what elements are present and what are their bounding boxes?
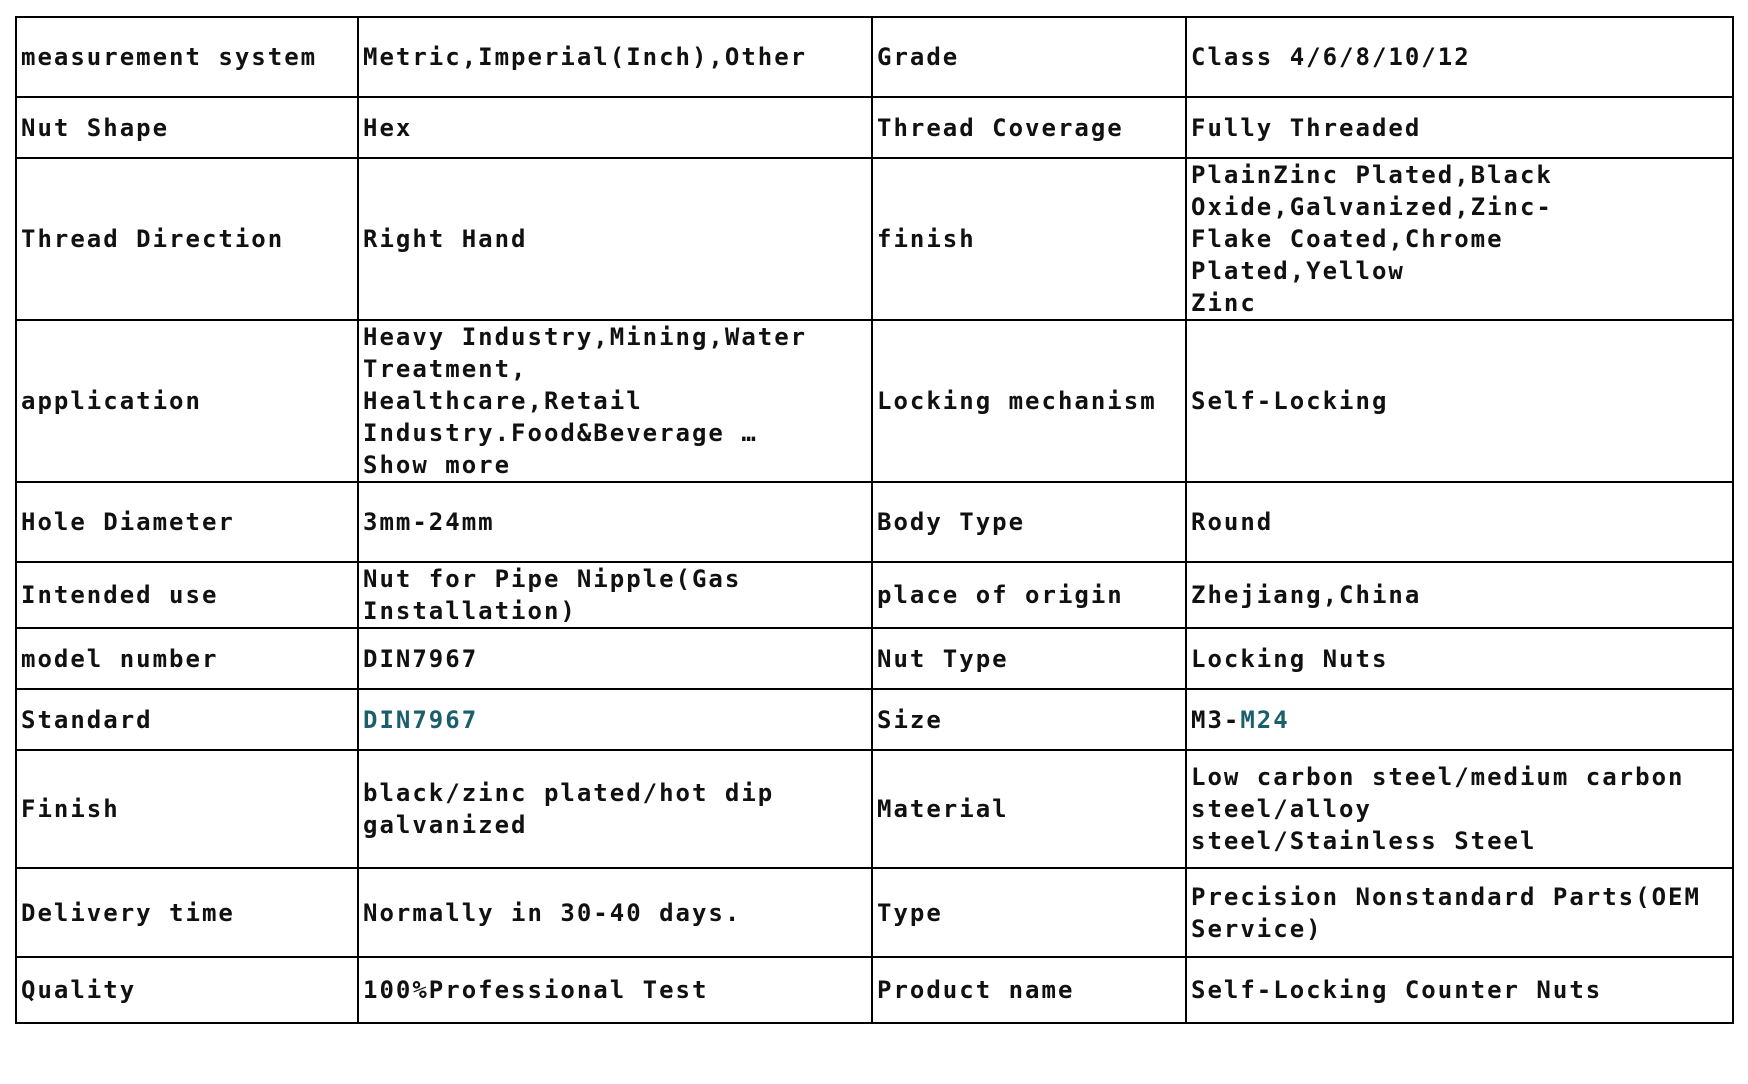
value-line: steel/Stainless Steel — [1191, 827, 1537, 855]
spec-value: Metric,Imperial(Inch),Other — [358, 17, 872, 97]
value-line: steel/alloy — [1191, 795, 1372, 823]
spec-label: Grade — [872, 17, 1186, 97]
spec-label: Thread Direction — [16, 158, 358, 320]
table-row — [16, 689, 1733, 750]
spec-label: Standard — [16, 689, 358, 750]
table-row — [16, 868, 1733, 957]
spec-label: Nut Type — [872, 628, 1186, 689]
value-line: PlainZinc Plated,Black — [1191, 161, 1553, 189]
spec-label: finish — [872, 158, 1186, 320]
spec-value: Normally in 30-40 days. — [358, 868, 872, 957]
spec-table — [15, 16, 1734, 1024]
value-line: Flake Coated,Chrome Plated,Yellow — [1191, 225, 1504, 285]
spec-label: Thread Coverage — [872, 97, 1186, 158]
spec-value — [1186, 750, 1733, 868]
table-row — [16, 482, 1733, 562]
spec-value — [358, 320, 872, 482]
spec-value — [1186, 689, 1733, 750]
spec-value: DIN7967 — [358, 628, 872, 689]
spec-value: Zhejiang,China — [1186, 562, 1733, 628]
spec-label: application — [16, 320, 358, 482]
spec-value — [1186, 868, 1733, 957]
spec-label: Quality — [16, 957, 358, 1023]
table-row — [16, 158, 1733, 320]
spec-value — [358, 750, 872, 868]
spec-value: Fully Threaded — [1186, 97, 1733, 158]
standard-link[interactable]: DIN7967 — [358, 689, 872, 750]
spec-label: Type — [872, 868, 1186, 957]
spec-label: Body Type — [872, 482, 1186, 562]
spec-label: Size — [872, 689, 1186, 750]
spec-value: Self-Locking Counter Nuts — [1186, 957, 1733, 1023]
table-row — [16, 17, 1733, 97]
spec-value: 100%Professional Test — [358, 957, 872, 1023]
table-row — [16, 628, 1733, 689]
spec-label: Material — [872, 750, 1186, 868]
value-line: black/zinc plated/hot dip — [363, 779, 775, 807]
value-line: Precision Nonstandard Parts(OEM — [1191, 882, 1701, 911]
value-line: Service) — [1191, 914, 1323, 943]
spec-label: measurement system — [16, 17, 358, 97]
value-line: Low carbon steel/medium carbon — [1191, 763, 1685, 791]
spec-value: Right Hand — [358, 158, 872, 320]
value-line: Installation) — [363, 597, 577, 625]
size-max-link[interactable]: M24 — [1240, 705, 1290, 734]
spec-label: Finish — [16, 750, 358, 868]
spec-label: place of origin — [872, 562, 1186, 628]
spec-value: Self-Locking — [1186, 320, 1733, 482]
spec-value: 3mm-24mm — [358, 482, 872, 562]
table-row — [16, 97, 1733, 158]
table-row — [16, 562, 1733, 628]
table-row — [16, 957, 1733, 1023]
value-line: Industry.Food&Beverage … — [363, 419, 758, 447]
value-line: galvanized — [363, 811, 528, 839]
spec-label: Product name — [872, 957, 1186, 1023]
value-line: Oxide,Galvanized,Zinc- — [1191, 193, 1553, 221]
value-line: Heavy Industry,Mining,Water — [363, 323, 808, 351]
spec-label: Delivery time — [16, 868, 358, 957]
value-line: Treatment, — [363, 355, 528, 383]
spec-label: Intended use — [16, 562, 358, 628]
spec-label: Nut Shape — [16, 97, 358, 158]
spec-value — [358, 562, 872, 628]
spec-label: Locking mechanism — [872, 320, 1186, 482]
spec-label: model number — [16, 628, 358, 689]
spec-value: Locking Nuts — [1186, 628, 1733, 689]
show-more-link[interactable]: Show more — [363, 451, 512, 479]
spec-value: Hex — [358, 97, 872, 158]
spec-value: Round — [1186, 482, 1733, 562]
table-row — [16, 750, 1733, 868]
value-line: Zinc — [1191, 289, 1257, 317]
spec-value: Class 4/6/8/10/12 — [1186, 17, 1733, 97]
value-line: Nut for Pipe Nipple(Gas — [363, 565, 742, 593]
size-min: M3- — [1191, 705, 1241, 734]
value-line: Healthcare,Retail — [363, 387, 643, 415]
spec-label: Hole Diameter — [16, 482, 358, 562]
table-row — [16, 320, 1733, 482]
spec-value — [1186, 158, 1733, 320]
